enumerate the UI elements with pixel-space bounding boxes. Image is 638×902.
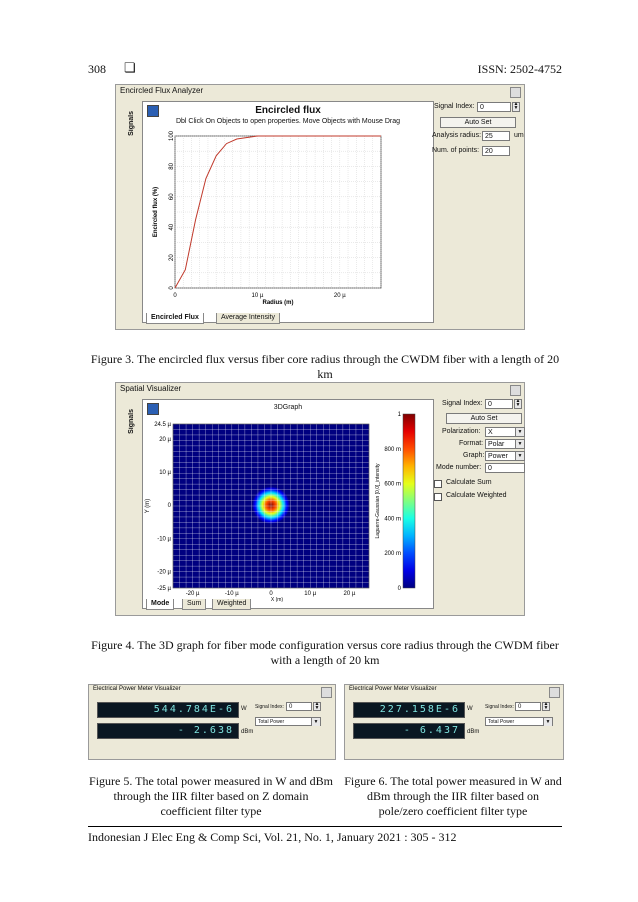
x-tick-label: -10 µ	[224, 591, 239, 597]
x-tick-label: -20 µ	[185, 591, 200, 597]
colorbar-tick-label: 600 m	[384, 481, 401, 488]
measurement-value: Total Power	[488, 719, 515, 725]
tab-encircled-flux[interactable]: Encircled Flux	[146, 313, 204, 324]
y-tick-label: -10 µ	[157, 536, 171, 543]
colorbar-label: Laguerre-Gaussian [0,0]_intensity	[375, 463, 381, 539]
y-tick-label: 80	[169, 163, 175, 170]
x-tick-label: 0	[269, 591, 273, 597]
y-tick-label: 20 µ	[159, 436, 171, 443]
signal-index-input[interactable]: 0	[286, 702, 312, 711]
close-icon[interactable]	[510, 87, 521, 98]
plot-instructions: Dbl Click On Objects to open properties. Move Objects with Mouse Drag	[175, 118, 401, 125]
polarization-label: Polarization:	[442, 428, 481, 435]
num-points-label: Num. of points:	[432, 147, 480, 154]
colorbar-tick-label: 0	[397, 586, 401, 592]
signal-index-label: Signal Index:	[485, 704, 514, 710]
y-tick-label: 60	[169, 193, 175, 201]
window-title: Electrical Power Meter Visualizer	[349, 686, 437, 692]
tab-average-intensity[interactable]: Average Intensity	[216, 313, 280, 324]
y-tick-label: 20	[169, 254, 175, 261]
measurement-select[interactable]	[255, 717, 321, 726]
colorbar-tick-label: 400 m	[384, 516, 401, 523]
y-axis-label: Encircled flux (%)	[153, 186, 159, 238]
y-tick-label: 0	[169, 286, 175, 290]
spatial-visualizer-window	[115, 382, 525, 616]
x-tick-label: 0	[173, 293, 177, 299]
format-value: Polar	[488, 441, 505, 448]
tab-sum[interactable]: Sum	[182, 599, 206, 610]
x-tick-label: 20 µ	[343, 591, 356, 597]
mode-number-label: Mode number:	[436, 464, 482, 471]
analysis-radius-unit: um	[514, 132, 524, 139]
measurement-value: Total Power	[258, 719, 285, 725]
colorbar-tick-label: 800 m	[384, 446, 401, 453]
figure-6-caption: Figure 6. The total power measured in W and dBm through the IIR filter based on pole/zero coefficient filter type	[344, 774, 562, 818]
polarization-select[interactable]	[485, 427, 525, 437]
close-icon[interactable]	[321, 687, 332, 698]
y-tick-label: -20 µ	[157, 569, 171, 576]
power-watts-display: 227.158E-6	[353, 702, 465, 718]
signal-index-input[interactable]: 0	[485, 399, 513, 409]
signals-tab[interactable]: Signals	[128, 409, 135, 434]
y-tick-label: 40	[169, 223, 175, 231]
signal-index-spinner[interactable]: ▲ ▼	[543, 702, 549, 711]
x-tick-label: 20 µ	[333, 293, 346, 299]
format-select[interactable]	[485, 439, 525, 449]
chevron-down-icon[interactable]: ▼	[515, 452, 524, 460]
page-number: 308	[88, 62, 106, 76]
graph-label: Graph:	[463, 452, 485, 459]
polarization-value: X	[488, 429, 493, 436]
dbm-unit: dBm	[241, 729, 254, 735]
footer-citation: Indonesian J Elec Eng & Comp Sci, Vol. 21, No. 1, January 2021 : 305 - 312	[88, 830, 457, 844]
calculate-weighted-label: Calculate Weighted	[446, 492, 507, 499]
analysis-radius-label: Analysis radius:	[432, 132, 482, 139]
y-tick-label: 10 µ	[159, 470, 171, 477]
y-tick-label: 100	[169, 130, 175, 142]
power-dbm-display: - 2.638	[97, 723, 239, 739]
colorbar	[403, 414, 415, 588]
chevron-down-icon[interactable]: ▼	[311, 718, 320, 726]
format-label: Format:	[459, 440, 484, 447]
calculate-sum-checkbox[interactable]	[434, 480, 442, 488]
plot-title: Encircled flux	[255, 105, 321, 116]
close-icon[interactable]	[510, 385, 521, 396]
chevron-down-icon[interactable]: ▼	[515, 440, 524, 448]
signal-index-label: Signal Index:	[255, 704, 284, 710]
figure-4-caption: Figure 4. The 3D graph for fiber mode configuration versus core radius through the CWDM fiber with a length of 20 km	[91, 638, 559, 667]
num-points-input[interactable]: 20	[482, 146, 510, 156]
tab-weighted[interactable]: Weighted	[212, 599, 251, 610]
calculate-weighted-checkbox[interactable]	[434, 493, 442, 501]
y-tick-label: 0	[167, 503, 171, 510]
dbm-unit: dBm	[467, 729, 480, 735]
graph-select[interactable]	[485, 451, 525, 461]
figure-3-caption: Figure 3. The encircled flux versus fiber core radius through the CWDM fiber with a length of 20 km	[90, 352, 560, 381]
window-title: Encircled Flux Analyzer	[120, 86, 204, 95]
colorbar-tick-label: 1	[397, 412, 401, 418]
plot-title: 3DGraph	[273, 404, 303, 411]
footer-rule	[88, 826, 562, 827]
signal-index-spinner[interactable]: ▲ ▼	[513, 102, 519, 111]
issn: ISSN: 2502-4752	[477, 62, 562, 76]
power-meter-window-pole-zero	[344, 684, 564, 760]
analysis-radius-input[interactable]: 25	[482, 131, 510, 141]
watts-unit: W	[241, 706, 247, 712]
signal-index-spinner[interactable]: ▲ ▼	[314, 702, 320, 711]
chevron-down-icon[interactable]: ▼	[515, 428, 524, 436]
plot-panel	[142, 101, 434, 323]
x-tick-label: 10 µ	[251, 293, 264, 299]
signal-index-input[interactable]: 0	[515, 702, 541, 711]
encircled-flux-chart	[143, 128, 433, 322]
mode-number-input[interactable]: 0	[485, 463, 525, 473]
signals-tab[interactable]: Signals	[128, 111, 135, 136]
figure-5-caption: Figure 5. The total power measured in W and dBm through the IIR filter based on Z domain coefficient filter type	[89, 774, 333, 818]
window-title: Spatial Visualizer	[120, 384, 182, 393]
watts-unit: W	[467, 706, 473, 712]
graph-value: Power	[488, 453, 508, 460]
signal-index-spinner[interactable]: ▲ ▼	[515, 399, 521, 408]
power-dbm-display: - 6.437	[353, 723, 465, 739]
power-watts-display: 544.784E-6	[97, 702, 239, 718]
colorbar-tick-label: 200 m	[384, 551, 401, 558]
window-title: Electrical Power Meter Visualizer	[93, 686, 181, 692]
square-icon: ❏	[124, 60, 136, 75]
encircled-flux-window	[115, 84, 525, 330]
auto-set-button[interactable]: Auto Set	[440, 117, 516, 128]
plot-panel	[142, 399, 434, 609]
signal-index-input[interactable]: 0	[477, 102, 511, 112]
close-icon[interactable]	[549, 687, 560, 698]
tab-mode[interactable]: Mode	[146, 599, 174, 610]
y-tick-label: -25 µ	[157, 586, 171, 592]
chevron-down-icon[interactable]: ▼	[543, 718, 552, 726]
x-axis-label: Radius (m)	[262, 300, 294, 306]
power-meter-window-z	[88, 684, 336, 760]
signal-index-label: Signal Index:	[434, 103, 475, 110]
calculate-sum-label: Calculate Sum	[446, 479, 492, 486]
y-top-label: 24.5 µ	[154, 422, 171, 428]
signal-index-label: Signal Index:	[442, 400, 483, 407]
measurement-select[interactable]	[485, 717, 553, 726]
y-axis-label: Y (m)	[145, 498, 151, 514]
mode-heatmap-chart	[143, 400, 433, 608]
x-tick-label: 10 µ	[304, 591, 317, 597]
auto-set-button[interactable]: Auto Set	[446, 413, 522, 424]
x-axis-label: X (m)	[270, 597, 284, 603]
